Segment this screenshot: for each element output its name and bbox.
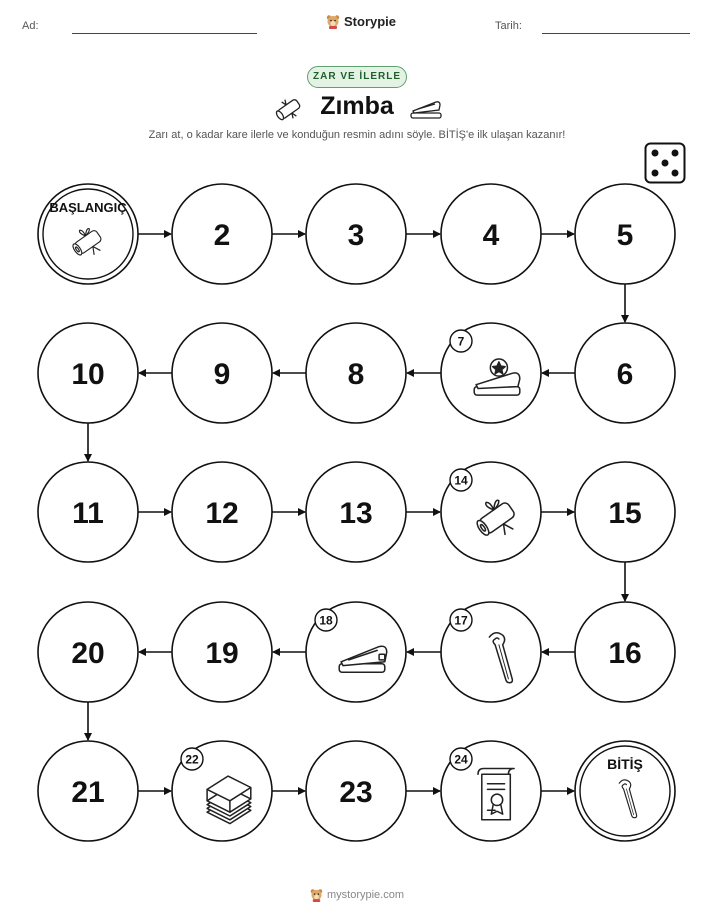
square-number: 5 (616, 219, 634, 252)
board-square[interactable] (441, 741, 541, 841)
board-squares (38, 184, 675, 841)
footer (0, 888, 714, 902)
board-square[interactable] (575, 602, 675, 702)
square-number: 8 (347, 358, 365, 391)
board-square[interactable] (38, 602, 138, 702)
square-number: 21 (71, 776, 105, 809)
game-type-badge: ZAR VE İLERLE (307, 66, 407, 88)
board-square[interactable] (172, 462, 272, 562)
square-number: 10 (71, 358, 105, 391)
square-number: 19 (205, 637, 239, 670)
start-label: BAŞLANGIÇ (49, 200, 127, 215)
square-number: 20 (71, 637, 105, 670)
square-number: 2 (213, 219, 231, 252)
brand-name: Storypie (344, 14, 397, 29)
square-number: 22 (185, 752, 199, 767)
board-square[interactable] (306, 323, 406, 423)
square-number: 16 (608, 637, 642, 670)
footer-url[interactable]: mystorypie.com (326, 889, 405, 901)
page-title: Zımba (320, 92, 394, 120)
finish-label: BİTİŞ (607, 756, 643, 772)
square-number: 7 (457, 334, 465, 349)
board-square[interactable] (172, 184, 272, 284)
square-number: 23 (339, 776, 373, 809)
board-square[interactable] (172, 741, 272, 841)
square-number: 18 (319, 613, 333, 628)
board-square[interactable] (172, 323, 272, 423)
board-square[interactable] (38, 462, 138, 562)
square-number: 6 (616, 358, 634, 391)
board-square[interactable] (575, 462, 675, 562)
certificate-icon (478, 769, 514, 820)
board-square[interactable] (306, 462, 406, 562)
square-number: 11 (72, 497, 104, 530)
board-square[interactable] (575, 741, 675, 841)
board-square[interactable] (38, 184, 138, 284)
board-square[interactable] (306, 184, 406, 284)
board-square[interactable] (441, 184, 541, 284)
square-number: 12 (205, 497, 239, 530)
square-number: 15 (608, 497, 642, 530)
square-number: 13 (339, 497, 373, 530)
board-square[interactable] (306, 741, 406, 841)
board-square[interactable] (441, 602, 541, 702)
board-square[interactable] (441, 323, 541, 423)
board-square[interactable] (172, 602, 272, 702)
square-number: 9 (213, 358, 231, 391)
board-square[interactable] (575, 323, 675, 423)
board-square[interactable] (441, 462, 541, 562)
instructions: Zarı at, o kadar kare ilerle ve konduğun resmin adını söyle. BİTİŞ'e ilk ulaşan kazanır! (148, 129, 566, 141)
square-number: 3 (347, 219, 365, 252)
square-number: 24 (454, 752, 468, 767)
board-square[interactable] (306, 602, 406, 702)
name-label: Ad: (22, 20, 39, 32)
board-square[interactable] (38, 741, 138, 841)
date-label: Tarih: (495, 20, 522, 32)
board-square[interactable] (38, 323, 138, 423)
square-number: 4 (482, 219, 500, 252)
square-number: 14 (454, 473, 468, 488)
square-number: 17 (454, 613, 468, 628)
board-square[interactable] (575, 184, 675, 284)
bear-mascot-icon (310, 888, 323, 902)
